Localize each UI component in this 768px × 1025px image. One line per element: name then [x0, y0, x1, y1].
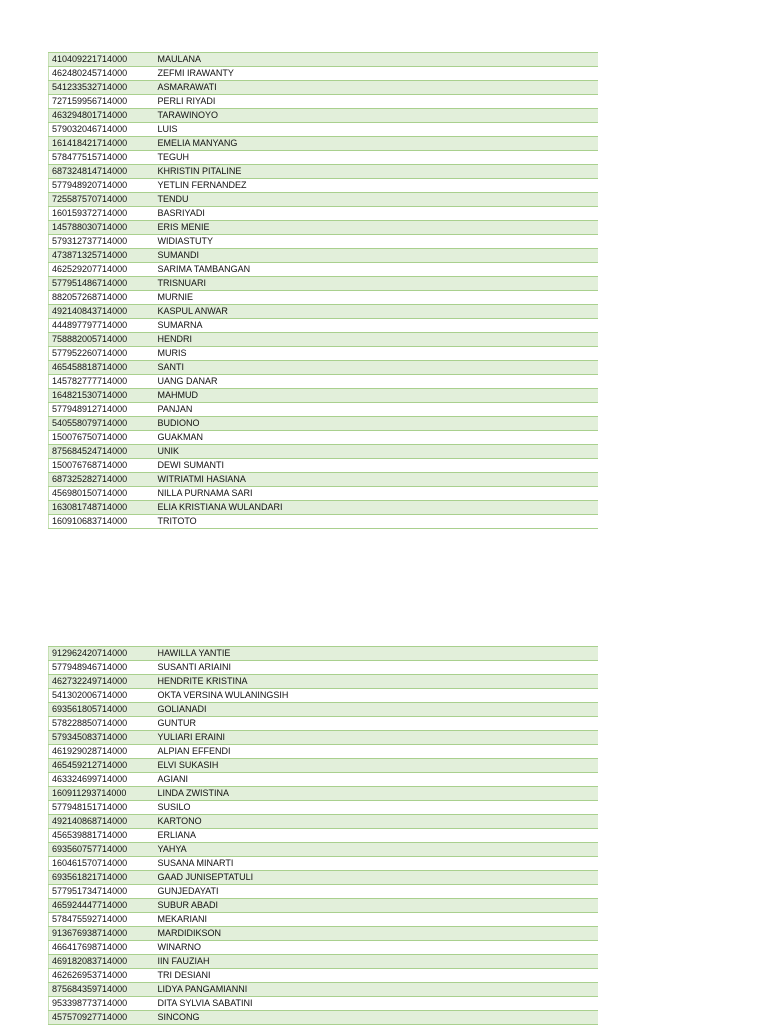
name-cell: MAULANA: [155, 53, 599, 67]
table-row: [49, 703, 599, 717]
tax-id-cell: 875684524714000: [49, 445, 155, 459]
tax-id-cell: 577952260714000: [49, 347, 155, 361]
tax-id-cell: 492140868714000: [49, 815, 155, 829]
name-cell: MAHMUD: [155, 389, 599, 403]
name-cell: ZEFMI IRAWANTY: [155, 67, 599, 81]
name-cell: BASRIYADI: [155, 207, 599, 221]
name-cell: YULIARI ERAINI: [155, 731, 599, 745]
table-row: [49, 165, 599, 179]
table-row: [49, 731, 599, 745]
table-row: [49, 843, 599, 857]
tax-id-cell: 150076768714000: [49, 459, 155, 473]
table-row: [49, 277, 599, 291]
table-row: [49, 829, 599, 843]
name-cell: SINCONG: [155, 1011, 599, 1025]
name-cell: ELIA KRISTIANA WULANDARI: [155, 501, 599, 515]
table-row: [49, 207, 599, 221]
name-cell: ALPIAN EFFENDI: [155, 745, 599, 759]
name-cell: TRISNUARI: [155, 277, 599, 291]
table-row: [49, 375, 599, 389]
tax-id-cell: 577951486714000: [49, 277, 155, 291]
name-cell: ERIS MENIE: [155, 221, 599, 235]
table-row: [49, 473, 599, 487]
name-cell: HAWILLA YANTIE: [155, 647, 599, 661]
tax-id-cell: 953398773714000: [49, 997, 155, 1011]
table-row: [49, 109, 599, 123]
table-row: [49, 305, 599, 319]
name-cell: MURNIE: [155, 291, 599, 305]
table-row: [49, 445, 599, 459]
tax-id-cell: 687324814714000: [49, 165, 155, 179]
table-row: [49, 983, 599, 997]
tax-id-cell: 145788030714000: [49, 221, 155, 235]
name-cell: ASMARAWATI: [155, 81, 599, 95]
name-cell: TENDU: [155, 193, 599, 207]
name-cell: KASPUL ANWAR: [155, 305, 599, 319]
name-cell: EMELIA MANYANG: [155, 137, 599, 151]
tax-id-cell: 461929028714000: [49, 745, 155, 759]
data-table-bottom: [48, 646, 598, 1025]
tax-id-cell: 578475592714000: [49, 913, 155, 927]
tax-id-cell: 444897797714000: [49, 319, 155, 333]
table-row: [49, 675, 599, 689]
name-cell: KHRISTIN PITALINE: [155, 165, 599, 179]
tax-id-cell: 463294801714000: [49, 109, 155, 123]
name-cell: HENDRITE KRISTINA: [155, 675, 599, 689]
name-cell: MEKARIANI: [155, 913, 599, 927]
name-cell: MARDIDIKSON: [155, 927, 599, 941]
name-cell: TRI DESIANI: [155, 969, 599, 983]
table-row: [49, 291, 599, 305]
name-cell: UNIK: [155, 445, 599, 459]
tax-id-cell: 160910683714000: [49, 515, 155, 529]
tax-id-cell: 725587570714000: [49, 193, 155, 207]
tax-id-cell: 579032046714000: [49, 123, 155, 137]
table-row: [49, 123, 599, 137]
table-row: [49, 361, 599, 375]
table-row: [49, 151, 599, 165]
tax-id-cell: 462626953714000: [49, 969, 155, 983]
tax-id-cell: 541302006714000: [49, 689, 155, 703]
table-row: [49, 221, 599, 235]
name-cell: GUNTUR: [155, 717, 599, 731]
table-row: [49, 801, 599, 815]
name-cell: YAHYA: [155, 843, 599, 857]
table-body: [49, 53, 599, 529]
table-row: [49, 431, 599, 445]
tax-id-cell: 492140843714000: [49, 305, 155, 319]
table-row: [49, 661, 599, 675]
tax-id-cell: 541233532714000: [49, 81, 155, 95]
table-row: [49, 689, 599, 703]
table-row: [49, 319, 599, 333]
tax-id-cell: 160911293714000: [49, 787, 155, 801]
tax-id-cell: 577948151714000: [49, 801, 155, 815]
table-row: [49, 333, 599, 347]
table-row: [49, 997, 599, 1011]
table-row: [49, 899, 599, 913]
name-cell: SANTI: [155, 361, 599, 375]
table-row: [49, 487, 599, 501]
tax-id-cell: 465924447714000: [49, 899, 155, 913]
table-row: [49, 193, 599, 207]
tax-id-cell: 465459212714000: [49, 759, 155, 773]
table-row: [49, 501, 599, 515]
tax-id-cell: 882057268714000: [49, 291, 155, 305]
tax-id-cell: 912962420714000: [49, 647, 155, 661]
table-row: [49, 927, 599, 941]
tax-id-cell: 160461570714000: [49, 857, 155, 871]
name-cell: NILLA PURNAMA SARI: [155, 487, 599, 501]
tax-id-cell: 462480245714000: [49, 67, 155, 81]
tax-id-cell: 577948920714000: [49, 179, 155, 193]
data-table-top: [48, 52, 598, 529]
tax-id-cell: 164821530714000: [49, 389, 155, 403]
name-cell: PANJAN: [155, 403, 599, 417]
name-cell: BUDIONO: [155, 417, 599, 431]
name-cell: LINDA ZWISTINA: [155, 787, 599, 801]
tax-id-cell: 463324699714000: [49, 773, 155, 787]
name-cell: SARIMA TAMBANGAN: [155, 263, 599, 277]
table-row: [49, 459, 599, 473]
table-row: [49, 759, 599, 773]
table-row: [49, 179, 599, 193]
tax-id-cell: 693561821714000: [49, 871, 155, 885]
name-cell: OKTA VERSINA WULANINGSIH: [155, 689, 599, 703]
table-row: [49, 53, 599, 67]
tax-id-cell: 161418421714000: [49, 137, 155, 151]
tax-id-cell: 163081748714000: [49, 501, 155, 515]
table-row: [49, 815, 599, 829]
name-cell: IIN FAUZIAH: [155, 955, 599, 969]
table-row: [49, 137, 599, 151]
tax-id-cell: 466417698714000: [49, 941, 155, 955]
table-row: [49, 885, 599, 899]
name-cell: MURIS: [155, 347, 599, 361]
table-row: [49, 941, 599, 955]
table-row: [49, 647, 599, 661]
tax-id-cell: 462529207714000: [49, 263, 155, 277]
name-cell: TARAWINOYO: [155, 109, 599, 123]
name-cell: SUMANDI: [155, 249, 599, 263]
table-row: [49, 913, 599, 927]
table-row: [49, 969, 599, 983]
name-cell: DEWI SUMANTI: [155, 459, 599, 473]
table-row: [49, 235, 599, 249]
name-cell: SUBUR ABADI: [155, 899, 599, 913]
table-row: [49, 263, 599, 277]
table-row: [49, 871, 599, 885]
tax-id-cell: 578477515714000: [49, 151, 155, 165]
name-cell: YETLIN FERNANDEZ: [155, 179, 599, 193]
tax-id-cell: 465458818714000: [49, 361, 155, 375]
name-cell: AGIANI: [155, 773, 599, 787]
tax-id-cell: 469182083714000: [49, 955, 155, 969]
tax-id-cell: 456980150714000: [49, 487, 155, 501]
name-cell: GOLIANADI: [155, 703, 599, 717]
name-cell: SUSILO: [155, 801, 599, 815]
tax-id-cell: 456539881714000: [49, 829, 155, 843]
name-cell: WINARNO: [155, 941, 599, 955]
tax-id-cell: 758882005714000: [49, 333, 155, 347]
name-cell: TEGUH: [155, 151, 599, 165]
table-row: [49, 773, 599, 787]
table-row: [49, 81, 599, 95]
tax-id-cell: 160159372714000: [49, 207, 155, 221]
name-cell: WITRIATMI HASIANA: [155, 473, 599, 487]
tax-id-cell: 727159956714000: [49, 95, 155, 109]
name-cell: SUSANTI ARIAINI: [155, 661, 599, 675]
tax-id-cell: 473871325714000: [49, 249, 155, 263]
name-cell: ELVI SUKASIH: [155, 759, 599, 773]
table-row: [49, 403, 599, 417]
name-cell: TRITOTO: [155, 515, 599, 529]
table-row: [49, 515, 599, 529]
table-row: [49, 787, 599, 801]
table-row: [49, 347, 599, 361]
tax-id-cell: 687325282714000: [49, 473, 155, 487]
name-cell: KARTONO: [155, 815, 599, 829]
name-cell: GUNJEDAYATI: [155, 885, 599, 899]
name-cell: ERLIANA: [155, 829, 599, 843]
table-row: [49, 745, 599, 759]
tax-id-cell: 410409221714000: [49, 53, 155, 67]
table-row: [49, 67, 599, 81]
table-row: [49, 249, 599, 263]
tax-id-cell: 875684359714000: [49, 983, 155, 997]
tax-id-cell: 577951734714000: [49, 885, 155, 899]
tax-id-cell: 693560757714000: [49, 843, 155, 857]
name-cell: SUMARNA: [155, 319, 599, 333]
tax-id-cell: 578228850714000: [49, 717, 155, 731]
tax-id-cell: 150076750714000: [49, 431, 155, 445]
name-cell: SUSANA MINARTI: [155, 857, 599, 871]
table-row: [49, 1011, 599, 1025]
tax-id-cell: 462732249714000: [49, 675, 155, 689]
name-cell: HENDRI: [155, 333, 599, 347]
name-cell: UANG DANAR: [155, 375, 599, 389]
tax-id-cell: 577948946714000: [49, 661, 155, 675]
name-cell: WIDIASTUTY: [155, 235, 599, 249]
tax-id-cell: 145782777714000: [49, 375, 155, 389]
table-row: [49, 857, 599, 871]
tax-id-cell: 693561805714000: [49, 703, 155, 717]
table-row: [49, 955, 599, 969]
tax-id-cell: 579312737714000: [49, 235, 155, 249]
name-cell: PERLI RIYADI: [155, 95, 599, 109]
tax-id-cell: 540558079714000: [49, 417, 155, 431]
table-row: [49, 417, 599, 431]
name-cell: LIDYA PANGAMIANNI: [155, 983, 599, 997]
tax-id-cell: 457570927714000: [49, 1011, 155, 1025]
tax-id-cell: 913676938714000: [49, 927, 155, 941]
name-cell: GAAD JUNISEPTATULI: [155, 871, 599, 885]
name-cell: LUIS: [155, 123, 599, 137]
tax-id-cell: 577948912714000: [49, 403, 155, 417]
table-row: [49, 389, 599, 403]
tax-id-cell: 579345083714000: [49, 731, 155, 745]
table-row: [49, 717, 599, 731]
name-cell: GUAKMAN: [155, 431, 599, 445]
table-body: [49, 647, 599, 1025]
name-cell: DITA SYLVIA SABATINI: [155, 997, 599, 1011]
table-row: [49, 95, 599, 109]
